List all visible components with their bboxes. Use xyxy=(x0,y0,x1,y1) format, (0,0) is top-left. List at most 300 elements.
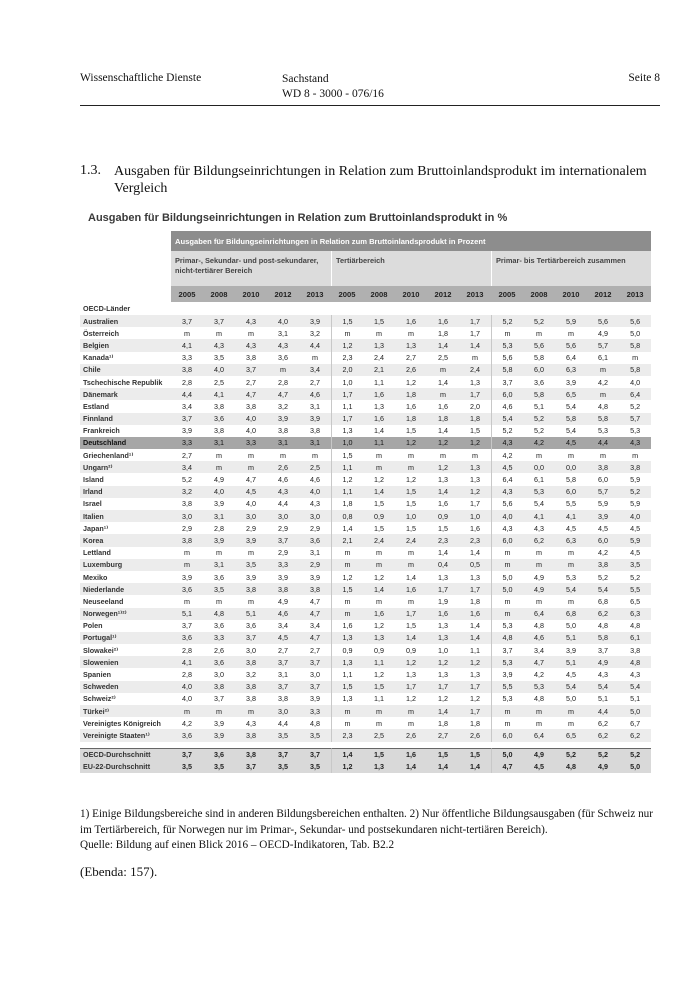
table-cell: 5,2 xyxy=(523,413,555,425)
table-cell: m xyxy=(299,449,331,461)
table-cell: 6,5 xyxy=(555,729,587,741)
table-cell: 2,3 xyxy=(331,352,363,364)
row-label: Türkei²⁾ xyxy=(80,705,171,717)
table-cell: 1,7 xyxy=(459,681,491,693)
table-cell: 1,1 xyxy=(331,486,363,498)
table-row xyxy=(80,608,651,620)
table-cell: 1,5 xyxy=(395,498,427,510)
table-cell: 3,3 xyxy=(203,632,235,644)
table-cell: 1,2 xyxy=(363,620,395,632)
table-cell: 1,7 xyxy=(459,583,491,595)
table-cell: 4,0 xyxy=(619,376,651,388)
table-cell: 4,3 xyxy=(619,437,651,449)
group-header-total: Primar- bis Tertiärbereich zusammen xyxy=(491,251,651,286)
table-cell: 1,0 xyxy=(427,644,459,656)
table-row xyxy=(80,717,651,729)
table-cell: 5,3 xyxy=(491,656,523,668)
table-cell: 5,8 xyxy=(587,632,619,644)
table-cell: m xyxy=(555,327,587,339)
table-cell: 4,4 xyxy=(267,717,299,729)
table-cell: 1,3 xyxy=(395,339,427,351)
table-cell: 2,5 xyxy=(363,729,395,741)
table-cell: 4,7 xyxy=(491,761,523,773)
table-cell: 3,6 xyxy=(299,534,331,546)
table-cell: 1,2 xyxy=(427,437,459,449)
table-cell: 1,3 xyxy=(427,620,459,632)
table-cell: 1,1 xyxy=(363,656,395,668)
table-cell: 1,2 xyxy=(427,693,459,705)
table-cell: 4,9 xyxy=(523,571,555,583)
table-cell: 4,5 xyxy=(491,461,523,473)
table-cell: 4,0 xyxy=(619,510,651,522)
table-cell: 5,2 xyxy=(491,315,523,327)
table-cell: 1,7 xyxy=(427,583,459,595)
year-column-header: 2008 xyxy=(203,286,235,302)
table-cell: 3,8 xyxy=(171,498,203,510)
table-cell: 1,8 xyxy=(459,413,491,425)
table-cell: 4,3 xyxy=(235,717,267,729)
table-cell: m xyxy=(459,352,491,364)
table-cell: 3,7 xyxy=(267,656,299,668)
table-cell: 5,4 xyxy=(491,413,523,425)
table-cell: 1,3 xyxy=(427,668,459,680)
table-cell: 5,9 xyxy=(619,473,651,485)
table-cell: 3,1 xyxy=(299,547,331,559)
row-label: Estland xyxy=(80,400,171,412)
table-cell: m xyxy=(235,327,267,339)
table-cell: 3,7 xyxy=(171,748,203,761)
row-label: Luxemburg xyxy=(80,559,171,571)
table-cell: 3,7 xyxy=(267,681,299,693)
table-cell: 1,5 xyxy=(459,425,491,437)
table-cell: 5,0 xyxy=(491,748,523,761)
table-row xyxy=(80,425,651,437)
row-label: Niederlande xyxy=(80,583,171,595)
table-cell: m xyxy=(555,705,587,717)
table-cell: 2,6 xyxy=(395,729,427,741)
table-title: Ausgaben für Bildungseinrichtungen in Relation zum Bruttoinlandsprodukt in % xyxy=(88,212,508,224)
table-cell: 4,3 xyxy=(587,668,619,680)
table-cell: 1,3 xyxy=(363,339,395,351)
table-cell: 6,0 xyxy=(491,388,523,400)
table-cell: 3,5 xyxy=(235,559,267,571)
table-cell: 6,0 xyxy=(587,473,619,485)
table-row xyxy=(80,761,651,773)
table-row xyxy=(80,559,651,571)
table-cell: 1,6 xyxy=(427,608,459,620)
table-cell: m xyxy=(619,352,651,364)
table-cell: 3,9 xyxy=(171,571,203,583)
table-cell: 1,5 xyxy=(331,681,363,693)
group-header-tertiary: Tertiärbereich xyxy=(331,251,491,286)
year-column-header: 2008 xyxy=(523,286,555,302)
row-label: Mexiko xyxy=(80,571,171,583)
table-cell: 3,7 xyxy=(171,413,203,425)
table-cell: 2,4 xyxy=(363,352,395,364)
table-cell: 2,8 xyxy=(171,644,203,656)
table-cell: 2,7 xyxy=(171,449,203,461)
table-cell: 5,8 xyxy=(555,473,587,485)
table-row xyxy=(80,681,651,693)
table-cell: m xyxy=(331,608,363,620)
table-cell: 5,9 xyxy=(619,534,651,546)
table-cell: 4,9 xyxy=(587,761,619,773)
table-cell: 1,0 xyxy=(331,376,363,388)
table-cell: 2,3 xyxy=(427,534,459,546)
table-cell: 6,8 xyxy=(555,608,587,620)
table-cell: 1,7 xyxy=(459,498,491,510)
table-cell: 1,2 xyxy=(459,437,491,449)
table-cell: 6,0 xyxy=(555,486,587,498)
table-cell: 5,5 xyxy=(619,583,651,595)
table-cell: 4,9 xyxy=(523,748,555,761)
table-cell: 1,5 xyxy=(363,748,395,761)
table-row xyxy=(80,620,651,632)
table-cell: 6,0 xyxy=(523,364,555,376)
table-cell: m xyxy=(267,449,299,461)
table-cell: 3,6 xyxy=(203,620,235,632)
table-cell: 5,8 xyxy=(587,413,619,425)
table-cell: 4,3 xyxy=(299,498,331,510)
table-cell: 1,3 xyxy=(427,571,459,583)
table-cell: 4,8 xyxy=(619,656,651,668)
table-cell: 1,2 xyxy=(363,668,395,680)
table-cell: 1,4 xyxy=(363,583,395,595)
table-cell: 3,8 xyxy=(235,729,267,741)
table-cell: 2,4 xyxy=(459,364,491,376)
year-column-header: 2010 xyxy=(235,286,267,302)
table-cell: 3,7 xyxy=(491,644,523,656)
table-cell: 1,5 xyxy=(395,425,427,437)
table-cell: 4,5 xyxy=(555,437,587,449)
table-cell: 6,2 xyxy=(587,608,619,620)
year-column-header: 2005 xyxy=(171,286,203,302)
table-cell: m xyxy=(395,705,427,717)
header-corner xyxy=(80,286,171,302)
table-cell: 3,3 xyxy=(235,437,267,449)
citation-ebenda: (Ebenda: 157). xyxy=(80,864,158,879)
table-cell: m xyxy=(363,547,395,559)
table-cell: 6,5 xyxy=(619,595,651,607)
table-row xyxy=(80,413,651,425)
row-label: Neuseeland xyxy=(80,595,171,607)
table-cell: 3,7 xyxy=(299,656,331,668)
table-cell: 3,8 xyxy=(203,425,235,437)
table-cell: 5,9 xyxy=(619,498,651,510)
table-cell: m xyxy=(491,608,523,620)
table-cell: 4,5 xyxy=(235,486,267,498)
table-cell: m xyxy=(331,327,363,339)
table-cell: 4,9 xyxy=(587,656,619,668)
table-cell: 3,8 xyxy=(203,400,235,412)
table-cell: 5,6 xyxy=(523,339,555,351)
table-cell: 1,2 xyxy=(331,761,363,773)
table-cell: m xyxy=(427,449,459,461)
table-cell: 6,1 xyxy=(587,352,619,364)
table-cell: 3,6 xyxy=(203,413,235,425)
table-cell: 3,1 xyxy=(267,437,299,449)
table-cell: 5,8 xyxy=(491,364,523,376)
table-cell: 5,0 xyxy=(555,620,587,632)
row-label: Spanien xyxy=(80,668,171,680)
table-cell: 1,2 xyxy=(363,473,395,485)
row-label: Finnland xyxy=(80,413,171,425)
table-cell: 3,9 xyxy=(203,498,235,510)
table-cell: 1,6 xyxy=(331,620,363,632)
table-cell: 3,2 xyxy=(235,668,267,680)
table-cell: 6,8 xyxy=(587,595,619,607)
table-row xyxy=(80,510,651,522)
table-cell: 1,4 xyxy=(427,425,459,437)
table-cell: 3,7 xyxy=(491,376,523,388)
table-cell: 3,9 xyxy=(299,413,331,425)
table-cell: 1,7 xyxy=(395,608,427,620)
table-row xyxy=(80,571,651,583)
table-cell: 4,3 xyxy=(491,522,523,534)
table-cell: 3,7 xyxy=(171,620,203,632)
year-column-header: 2013 xyxy=(619,286,651,302)
table-cell: 6,4 xyxy=(555,352,587,364)
row-label: EU-22-Durchschnitt xyxy=(80,761,171,773)
table-cell: 1,5 xyxy=(427,522,459,534)
table-cell: 6,1 xyxy=(523,473,555,485)
table-cell: 5,2 xyxy=(555,748,587,761)
table-cell: 1,8 xyxy=(459,595,491,607)
table-cell: 5,7 xyxy=(587,486,619,498)
table-cell: 5,2 xyxy=(171,473,203,485)
section-number: 1.3. xyxy=(80,163,101,178)
table-cell: 4,3 xyxy=(491,486,523,498)
table-cell: 3,6 xyxy=(523,376,555,388)
table-cell: m xyxy=(523,547,555,559)
table-cell: 1,4 xyxy=(331,522,363,534)
table-cell: 1,7 xyxy=(395,681,427,693)
table-cell: 3,4 xyxy=(267,620,299,632)
table-cell: 5,7 xyxy=(587,339,619,351)
row-label: OECD-Durchschnitt xyxy=(80,748,171,761)
table-cell: 3,2 xyxy=(299,327,331,339)
row-label: Frankreich xyxy=(80,425,171,437)
table-cell: m xyxy=(523,327,555,339)
table-cell: 4,0 xyxy=(203,364,235,376)
table-cell: 1,7 xyxy=(331,388,363,400)
table-cell: 1,2 xyxy=(427,656,459,668)
row-label: Irland xyxy=(80,486,171,498)
table-cell: 2,6 xyxy=(267,461,299,473)
table-cell: 5,3 xyxy=(523,681,555,693)
year-column-header: 2010 xyxy=(395,286,427,302)
table-cell: 4,6 xyxy=(299,388,331,400)
table-cell: m xyxy=(267,364,299,376)
table-cell: m xyxy=(491,705,523,717)
table-cell: m xyxy=(363,559,395,571)
table-cell: 1,3 xyxy=(363,400,395,412)
table-cell: 1,5 xyxy=(363,498,395,510)
table-cell: 1,4 xyxy=(363,425,395,437)
table-cell: 3,9 xyxy=(587,510,619,522)
table-cell: 1,5 xyxy=(363,315,395,327)
table-row xyxy=(80,547,651,559)
table-cell: 1,4 xyxy=(331,748,363,761)
table-cell: m xyxy=(491,595,523,607)
table-cell: 4,0 xyxy=(203,486,235,498)
table-cell: 3,8 xyxy=(267,583,299,595)
header-corner xyxy=(80,251,171,286)
row-label: Ungarn²⁾ xyxy=(80,461,171,473)
table-cell: m xyxy=(171,595,203,607)
table-cell: 4,8 xyxy=(587,620,619,632)
table-cell: m xyxy=(491,547,523,559)
table-cell: 3,7 xyxy=(299,748,331,761)
table-cell: m xyxy=(363,449,395,461)
table-cell: m xyxy=(523,559,555,571)
table-cell: 4,6 xyxy=(267,473,299,485)
table-cell: 2,7 xyxy=(427,729,459,741)
table-cell: 2,0 xyxy=(331,364,363,376)
table-cell: 1,3 xyxy=(331,425,363,437)
table-cell: 5,2 xyxy=(523,315,555,327)
table-cell: 5,2 xyxy=(619,486,651,498)
table-cell: 4,1 xyxy=(203,388,235,400)
table-cell: 3,5 xyxy=(619,559,651,571)
table-cell: 3,8 xyxy=(587,461,619,473)
table-row xyxy=(80,352,651,364)
table-cell: m xyxy=(395,547,427,559)
table-cell: 5,0 xyxy=(491,583,523,595)
year-column-header: 2005 xyxy=(331,286,363,302)
table-cell: 2,3 xyxy=(459,534,491,546)
table-row xyxy=(80,522,651,534)
table-cell: 3,9 xyxy=(267,571,299,583)
table-cell: 1,3 xyxy=(331,693,363,705)
table-cell: 2,3 xyxy=(331,729,363,741)
table-cell: 4,5 xyxy=(555,668,587,680)
table-cell: 4,9 xyxy=(523,583,555,595)
table-cell: 1,2 xyxy=(459,656,491,668)
table-row xyxy=(80,376,651,388)
table-cell: 5,6 xyxy=(587,315,619,327)
table-cell: 3,0 xyxy=(203,668,235,680)
table-cell: 5,1 xyxy=(555,656,587,668)
table-cell: 1,1 xyxy=(363,693,395,705)
table-cell: 1,3 xyxy=(459,376,491,388)
table-cell: 4,1 xyxy=(555,510,587,522)
table-cell: 4,4 xyxy=(171,388,203,400)
table-cell: 1,7 xyxy=(427,681,459,693)
table-cell: 5,0 xyxy=(619,705,651,717)
table-cell: 5,3 xyxy=(619,425,651,437)
table-cell: 3,7 xyxy=(203,315,235,327)
table-cell: 2,7 xyxy=(267,644,299,656)
table-cell: 1,1 xyxy=(459,644,491,656)
row-label: Lettland xyxy=(80,547,171,559)
table-cell: m xyxy=(203,705,235,717)
table-cell: m xyxy=(331,705,363,717)
table-cell: 1,3 xyxy=(459,668,491,680)
row-label: Dänemark xyxy=(80,388,171,400)
table-cell: 3,8 xyxy=(235,583,267,595)
table-cell: 0,9 xyxy=(427,510,459,522)
table-cell: m xyxy=(395,461,427,473)
table-cell: m xyxy=(203,449,235,461)
table-cell: 4,3 xyxy=(267,339,299,351)
table-cell: 5,4 xyxy=(555,583,587,595)
table-cell: 3,9 xyxy=(299,693,331,705)
table-cell: 4,8 xyxy=(555,761,587,773)
table-cell: 6,4 xyxy=(523,608,555,620)
table-cell: 4,0 xyxy=(235,413,267,425)
table-cell: 4,9 xyxy=(587,327,619,339)
table-cell: m xyxy=(555,717,587,729)
table-cell: 0,9 xyxy=(331,644,363,656)
table-cell: 3,8 xyxy=(267,425,299,437)
table-cell: 3,8 xyxy=(235,656,267,668)
table-cell: 1,1 xyxy=(331,461,363,473)
table-row xyxy=(80,729,651,741)
table-cell: 3,1 xyxy=(203,559,235,571)
table-cell: 1,8 xyxy=(331,498,363,510)
row-label: Island xyxy=(80,473,171,485)
table-cell: 2,7 xyxy=(299,644,331,656)
table-cell: 5,3 xyxy=(587,425,619,437)
table-cell: 3,8 xyxy=(171,534,203,546)
table-cell: 1,9 xyxy=(427,595,459,607)
table-cell: 0,5 xyxy=(459,559,491,571)
table-cell: 3,0 xyxy=(235,644,267,656)
table-cell: 2,9 xyxy=(267,547,299,559)
table-cell: m xyxy=(171,327,203,339)
table-cell: 1,6 xyxy=(363,608,395,620)
table-cell: 4,8 xyxy=(523,693,555,705)
table-cell: 3,3 xyxy=(171,437,203,449)
table-cell: 1,7 xyxy=(459,315,491,327)
table-cell: m xyxy=(491,559,523,571)
table-cell: 2,6 xyxy=(459,729,491,741)
table-cell: 4,2 xyxy=(523,437,555,449)
table-cell: 1,6 xyxy=(395,400,427,412)
table-cell: 1,6 xyxy=(427,498,459,510)
table-cell: 5,2 xyxy=(523,425,555,437)
table-cell: m xyxy=(203,327,235,339)
table-cell: 5,3 xyxy=(491,693,523,705)
table-cell: 5,0 xyxy=(555,693,587,705)
table-cell: 3,8 xyxy=(235,748,267,761)
table-cell: 1,3 xyxy=(427,473,459,485)
table-row xyxy=(80,437,651,449)
table-cell: 3,8 xyxy=(587,559,619,571)
table-cell: 1,8 xyxy=(395,388,427,400)
table-cell: 3,9 xyxy=(203,729,235,741)
table-cell: m xyxy=(171,547,203,559)
table-cell: 1,1 xyxy=(363,437,395,449)
table-cell: 5,1 xyxy=(587,693,619,705)
table-cell: 3,7 xyxy=(235,761,267,773)
table-cell: 1,4 xyxy=(427,705,459,717)
table-cell: m xyxy=(203,461,235,473)
table-cell: 3,9 xyxy=(555,376,587,388)
table-cell: m xyxy=(555,449,587,461)
table-cell: 1,4 xyxy=(395,632,427,644)
table-cell: 1,4 xyxy=(459,339,491,351)
table-cell: 4,8 xyxy=(491,632,523,644)
table-cell: 1,0 xyxy=(331,437,363,449)
table-cell: 4,3 xyxy=(235,339,267,351)
table-cell: 6,2 xyxy=(619,729,651,741)
table-cell: 1,0 xyxy=(395,510,427,522)
table-cell: 6,4 xyxy=(619,388,651,400)
table-cell: 6,3 xyxy=(555,534,587,546)
table-cell: 3,2 xyxy=(171,486,203,498)
